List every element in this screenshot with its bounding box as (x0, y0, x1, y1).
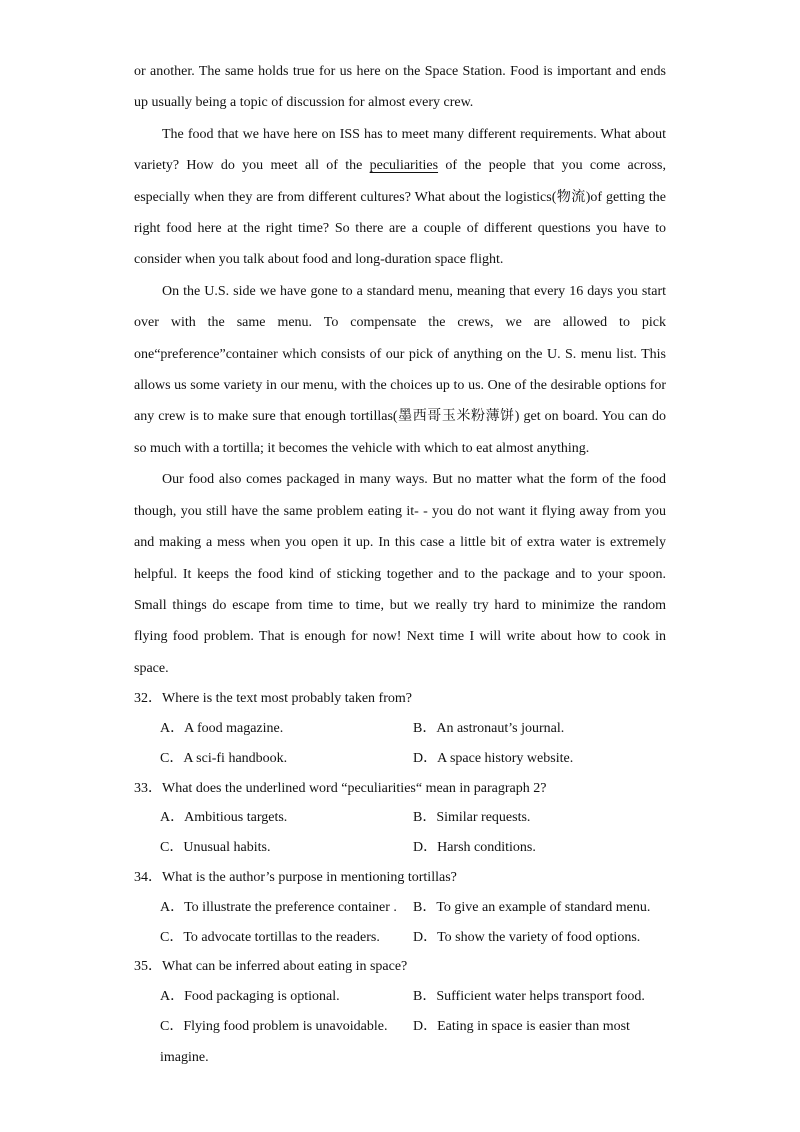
option-row (134, 982, 666, 1012)
option-row (134, 744, 666, 774)
option-c: C．To advocate tortillas to the readers. (160, 929, 380, 945)
option-a: A．Food packaging is optional. (160, 989, 340, 1005)
option-d: D．A space history website. (413, 750, 574, 766)
passage-paragraph-2 (134, 119, 666, 276)
option-d: D．Eating in space is easier than most (413, 1018, 630, 1034)
passage-paragraph-3: On the U.S. side we have gone to a standard menu, meaning that every 16 days you start over with the same menu. To compensate the crews, we are allowed to pick one“preference”container which consists of our pick of anything on the U. S. menu list. This allows us some variety in our menu, with the choices up to us. One of the desirable options for any crew is to make sure that enough tortillas(墨西哥玉米粉薄饼) get on board. You can do so much with a tortilla; it becomes the vehicle with which to eat almost anything. (134, 283, 666, 456)
option-a: A．Ambitious targets. (160, 810, 288, 826)
option-row (134, 833, 666, 863)
option-c: C．Unusual habits. (160, 840, 271, 856)
option-c: C．Flying food problem is unavoidable. (160, 1018, 388, 1034)
option-c: C．A sci-fi handbook. (160, 750, 288, 766)
option-row (134, 803, 666, 833)
option-row (134, 714, 666, 744)
underlined-word: peculiarities (369, 158, 439, 174)
question-32 (134, 684, 666, 773)
option-b: B．Sufficient water helps transport food. (413, 989, 645, 1005)
question-stem: 35．What can be inferred about eating in space? (134, 959, 408, 975)
passage-paragraph-4: Our food also comes packaged in many ways. But no matter what the form of the food though, you still have the same problem eating it- - you do not want it flying away from you and making a mess when you open it up. In this case a little bit of extra water is extremely helpful. It keeps the food kind of sticking together and to the package and to your spoon. Small things do escape from time to time, but we really try hard to minimize the random flying food problem. That is enough for now! Next time I will write about how to cook in space. (134, 472, 666, 676)
option-b: B．To give an example of standard menu. (413, 899, 651, 915)
option-row (134, 923, 666, 953)
p2-text-after: of the people that you come across, especially when they are from different cultures? What about the logistics(物流)of getting the right food here at the right time? So there are a couple of different questions you have to consider when you talk about food and long-duration space flight. (134, 158, 666, 268)
passage-paragraph-1: or another. The same holds true for us here on the Space Station. Food is important and ends up usually being a topic of discussion for almost every crew. (134, 64, 666, 111)
question-33 (134, 774, 666, 863)
question-stem: 34．What is the author’s purpose in mentioning tortillas? (134, 869, 457, 885)
option-row (134, 893, 666, 923)
option-a: A．A food magazine. (160, 720, 284, 736)
option-row (134, 1012, 666, 1042)
question-34 (134, 863, 666, 952)
option-d: D．Harsh conditions. (413, 840, 536, 856)
option-a: A．To illustrate the preference container . (160, 899, 397, 915)
option-d-continuation: imagine. (160, 1049, 209, 1065)
option-b: B．Similar requests. (413, 810, 531, 826)
document-page (134, 56, 666, 1073)
question-35 (134, 952, 666, 1072)
p2-text-before: The food that we have here on ISS has to meet many different requirements. What about variety? How do you meet all of the (134, 126, 666, 174)
question-stem: 32．Where is the text most probably taken from? (134, 691, 412, 707)
question-stem: 33．What does the underlined word “peculiarities“ mean in paragraph 2? (134, 780, 547, 796)
option-d: D．To show the variety of food options. (413, 929, 641, 945)
option-b: B．An astronaut’s journal. (413, 720, 565, 736)
